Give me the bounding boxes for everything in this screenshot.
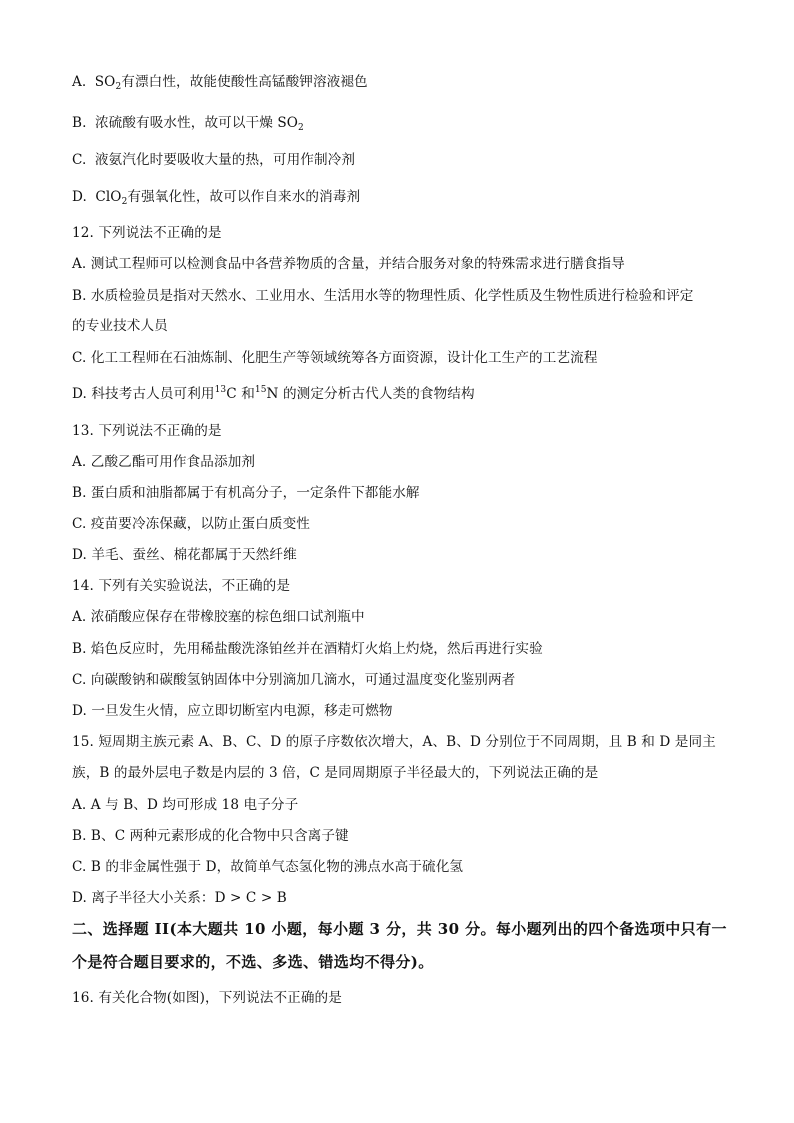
option-text: 有强氧化性，故可以作自来水的消毒剂 xyxy=(127,189,361,205)
option-text: N 的测定分析古代人类的食物结构 xyxy=(266,386,475,402)
option-label: A. xyxy=(72,74,87,90)
option-text: 浓硫酸有吸水性，故可以干燥 SO xyxy=(94,115,299,131)
q13-option-a: A. 乙酸乙酯可用作食品添加剂 xyxy=(72,454,256,470)
q16-stem: 16. 有关化合物(如图)，下列说法不正确的是 xyxy=(72,990,342,1006)
q14-option-d: D. 一旦发生火情，应立即切断室内电源，移走可燃物 xyxy=(72,703,393,719)
option-text: C 和 xyxy=(226,386,255,402)
option-label: D. xyxy=(72,189,87,205)
q11-option-b xyxy=(72,113,732,133)
option-text: D. 科技考古人员可利用 xyxy=(72,386,215,402)
option-label: B. xyxy=(72,115,87,131)
q12-stem: 12. 下列说法不正确的是 xyxy=(72,225,222,241)
q15-option-d: D. 离子半径大小关系：D > C > B xyxy=(72,890,287,906)
section-heading: 二、选择题 II(本大题共 10 小题，每小题 3 分，共 30 分。每小题列出的四个备选项中只有一 xyxy=(72,920,727,938)
q13-option-d: D. 羊毛、蚕丝、棉花都属于天然纤维 xyxy=(72,547,297,563)
q15-stem-continued: 族，B 的最外层电子数是内层的 3 倍，C 是同周期原子半径最大的，下列说法正确的是 xyxy=(72,765,599,781)
superscript: 13 xyxy=(214,385,227,395)
q12-option-b: B. 水质检验员是指对天然水、工业用水、生活用水等的物理性质、化学性质及生物性质进行检验和评定 xyxy=(72,288,694,304)
option-text: 液氨汽化时要吸收大量的热，可用作制冷剂 xyxy=(94,152,356,168)
formula: ClO$_2$ xyxy=(95,189,128,207)
q14-option-a: A. 浓硝酸应保存在带橡胶塞的棕色细口试剂瓶中 xyxy=(72,609,365,625)
q12-option-a: A. 测试工程师可以检测食品中各营养物质的含量，并结合服务对象的特殊需求进行膳食指导 xyxy=(72,256,625,272)
option-label: C. xyxy=(72,152,87,168)
q11-option-a xyxy=(72,72,732,92)
q11-option-c xyxy=(72,150,732,170)
q15-option-a: A. A 与 B、D 均可形成 18 电子分子 xyxy=(72,797,299,813)
superscript: 15 xyxy=(254,385,267,395)
q13-option-c: C. 疫苗要冷冻保藏，以防止蛋白质变性 xyxy=(72,516,310,532)
q15-stem: 15. 短周期主族元素 A、B、C、D 的原子序数依次增大，A、B、D 分别位于不同周期，且 B 和 D 是同主 xyxy=(72,734,716,750)
q11-option-d xyxy=(72,187,732,207)
q12-option-d xyxy=(72,384,732,404)
q13-option-b: B. 蛋白质和油脂都属于有机高分子，一定条件下都能水解 xyxy=(72,485,420,501)
q12-option-b-continued: 的专业技术人员 xyxy=(72,318,168,334)
section-heading-continued: 个是符合题目要求的，不选、多选、错选均不得分)。 xyxy=(72,953,434,971)
subscript: 2 xyxy=(298,123,304,133)
option-text: 有漂白性，故能使酸性高锰酸钾溶液褪色 xyxy=(121,74,368,90)
q14-option-c: C. 向碳酸钠和碳酸氢钠固体中分别滴加几滴水，可通过温度变化鉴别两者 xyxy=(72,672,516,688)
formula: $SO_2$ xyxy=(94,74,122,92)
q15-option-b: B. B、C 两种元素形成的化合物中只含离子键 xyxy=(72,828,349,844)
q12-option-c: C. 化工工程师在石油炼制、化肥生产等领域统筹各方面资源，设计化工生产的工艺流程 xyxy=(72,350,598,366)
q15-option-c: C. B 的非金属性强于 D，故简单气态氢化物的沸点水高于硫化氢 xyxy=(72,859,464,875)
q14-option-b: B. 焰色反应时，先用稀盐酸洗涤铂丝并在酒精灯火焰上灼烧，然后再进行实验 xyxy=(72,641,543,657)
q14-stem: 14. 下列有关实验说法，不正确的是 xyxy=(72,578,291,594)
q13-stem: 13. 下列说法不正确的是 xyxy=(72,423,222,439)
